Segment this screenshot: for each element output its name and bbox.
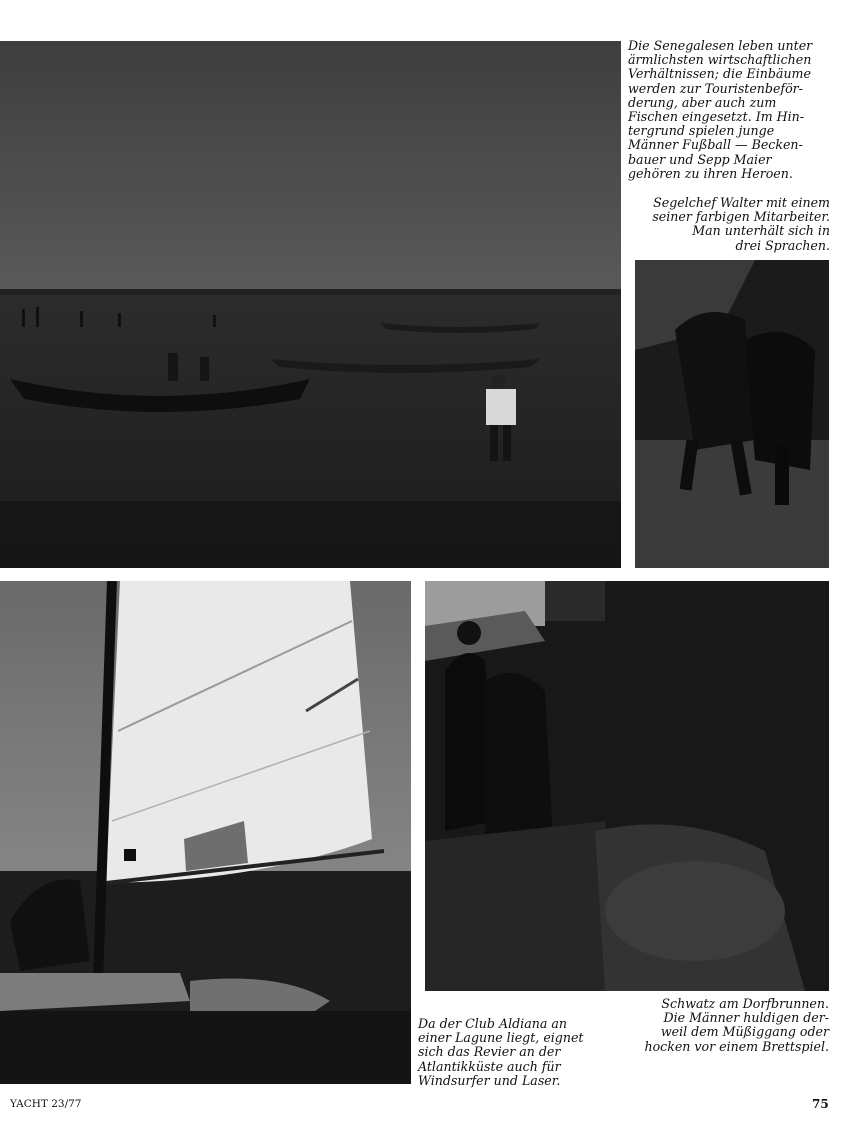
segelchef-caption-text: Segelchef Walter mit einem seiner farbigen Mitarbeiter. Man unterhält sich in drei Sprachen. [652,195,830,253]
senegal-caption [628,39,828,181]
club-caption-text: Da der Club Aldiana an einer Lagune liegt, eignet sich das Revier an der Atlantikküste auch für Windsurfer und Laser. [418,1016,584,1088]
laser-sail-photo [0,581,411,1084]
club-caption [418,1017,618,1088]
senegal-caption-text: Die Senegalesen leben unter ärmlichsten wirtschaftlichen Verhältnissen; die Einbäume werden zur Touristenbeför- derung, aber auch zum Fischen eingesetzt. Im Hin- tergrund spielen junge Männer Fußball — Becken- bauer und Sepp Maier gehören zu ihren Heroen. [628,38,813,181]
village-well-photo [425,581,829,991]
segelchef-walter-photo [635,260,829,568]
schwatz-caption-text: Schwatz am Dorfbrunnen. Die Männer huldigen der- weil dem Müßiggang oder hocken vor einem Brettspiel. [644,996,829,1054]
segelchef-caption [628,196,830,253]
page-number: 75 [812,1097,829,1111]
schwatz-caption [610,997,829,1054]
magazine-issue-label: YACHT 23/77 [10,1098,82,1110]
lagoon-canoe-photo [0,41,621,568]
